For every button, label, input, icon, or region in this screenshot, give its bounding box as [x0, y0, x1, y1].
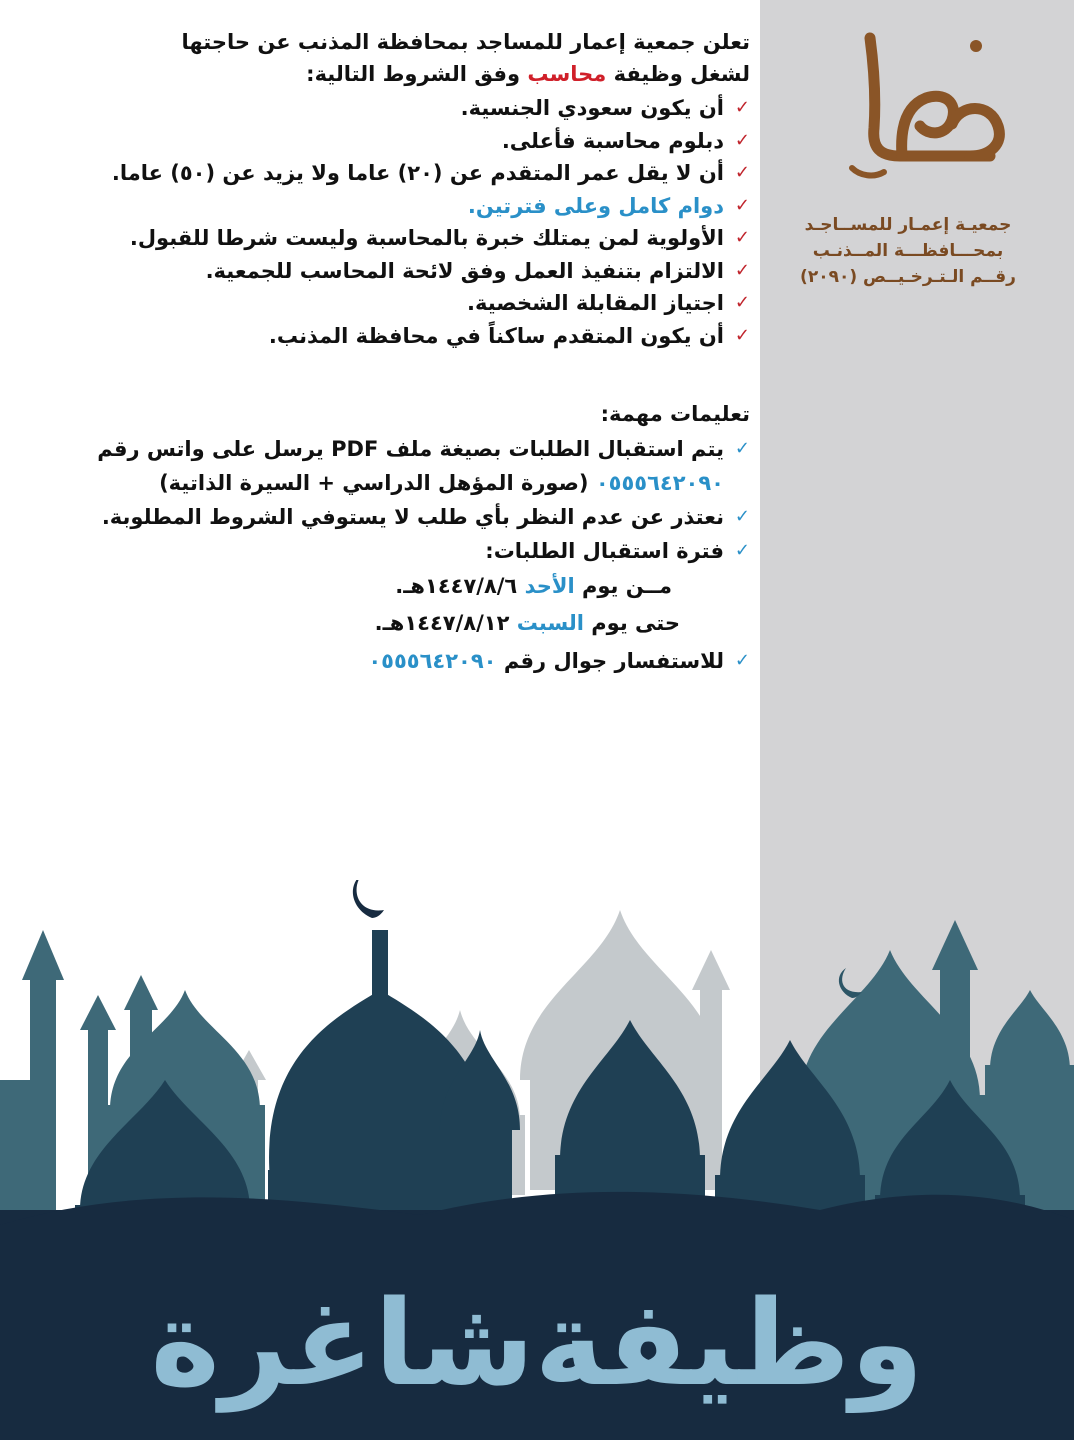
org-license: رقــم الـتـرخـيــص (٢٠٩٠) [800, 267, 1016, 287]
from-date: ١٤٤٧/٨/٦هـ. [395, 574, 518, 598]
condition-item: ✓ دوام كامل وعلى فترتين. [20, 190, 750, 223]
intro-before: لشغل وظيفة [613, 62, 750, 86]
instruction-item: ✓ يتم استقبال الطلبات بصيغة ملف PDF يرسل على واتس رقم ٠٥٥٥٦٤٢٠٩٠ (صورة المؤهل الدراسي + السيرة الذاتية) [20, 432, 750, 500]
organization-logo [840, 28, 1010, 188]
instructions-title: تعليمات مهمة: [600, 402, 750, 426]
to-date: ١٤٤٧/٨/١٢هـ. [374, 611, 510, 635]
job-title: محاسب [527, 62, 607, 86]
period-from: مــن يوم الأحد ١٤٤٧/٨/٦هـ. [395, 574, 672, 598]
condition-item: ✓ دبلوم محاسبة فأعلى. [20, 125, 750, 158]
period-to: حتى يوم السبت ١٤٤٧/٨/١٢هـ. [374, 611, 680, 635]
condition-item: ✓ الالتزام بتنفيذ العمل وفق لائحة المحاسب للجمعية. [20, 255, 750, 288]
intro-line-1: تعلن جمعية إعمار للمساجد بمحافظة المذنب عن حاجتها [181, 30, 750, 54]
instruction-item: ✓ فترة استقبال الطلبات: [20, 534, 750, 568]
check-icon: ✓ [734, 292, 750, 313]
contact-list [20, 644, 750, 678]
organization-info [778, 212, 1038, 290]
whatsapp-number[interactable]: ٠٥٥٥٦٤٢٠٩٠ [595, 471, 724, 495]
check-icon: ✓ [734, 540, 750, 561]
contact-phone[interactable]: ٠٥٥٥٦٤٢٠٩٠ [368, 649, 497, 673]
contact-item: ✓ للاستفسار جوال رقم ٠٥٥٥٦٤٢٠٩٠ [20, 644, 750, 678]
check-icon: ✓ [734, 97, 750, 118]
org-name: جمعيـة إعمـار للمســاجـد [804, 215, 1012, 235]
check-icon: ✓ [734, 194, 750, 216]
condition-item: ✓ الأولوية لمن يمتلك خبرة بالمحاسبة وليست شرطا للقبول. [20, 222, 750, 255]
from-day: الأحد [524, 574, 575, 598]
condition-item: ✓ أن لا يقل عمر المتقدم عن (٢٠) عاما ولا يزيد عن (٥٠) عاما. [20, 157, 750, 190]
conditions-list [20, 92, 750, 352]
org-city: بمحـــافظـــة المــذنـب [812, 241, 1004, 261]
check-icon: ✓ [734, 506, 750, 527]
condition-item: ✓ أن يكون المتقدم ساكناً في محافظة المذنب. [20, 320, 750, 353]
check-icon: ✓ [734, 227, 750, 248]
check-icon: ✓ [734, 438, 750, 459]
intro-line-2 [20, 58, 750, 90]
check-icon: ✓ [734, 259, 750, 281]
instruction-item: ✓ نعتذر عن عدم النظر بأي طلب لا يستوفي الشروط المطلوبة. [20, 500, 750, 534]
check-icon: ✓ [734, 650, 750, 671]
to-day: السبت [516, 611, 584, 635]
check-icon: ✓ [734, 129, 750, 151]
condition-item: ✓ اجتياز المقابلة الشخصية. [20, 287, 750, 320]
announcement [20, 26, 750, 678]
intro-after: وفق الشروط التالية: [306, 62, 521, 86]
check-icon: ✓ [734, 324, 750, 346]
check-icon: ✓ [734, 162, 750, 183]
condition-item: ✓ أن يكون سعودي الجنسية. [20, 92, 750, 125]
vacancy-banner: وظيفةشاغرة [150, 1274, 924, 1412]
instructions-list [20, 432, 750, 568]
